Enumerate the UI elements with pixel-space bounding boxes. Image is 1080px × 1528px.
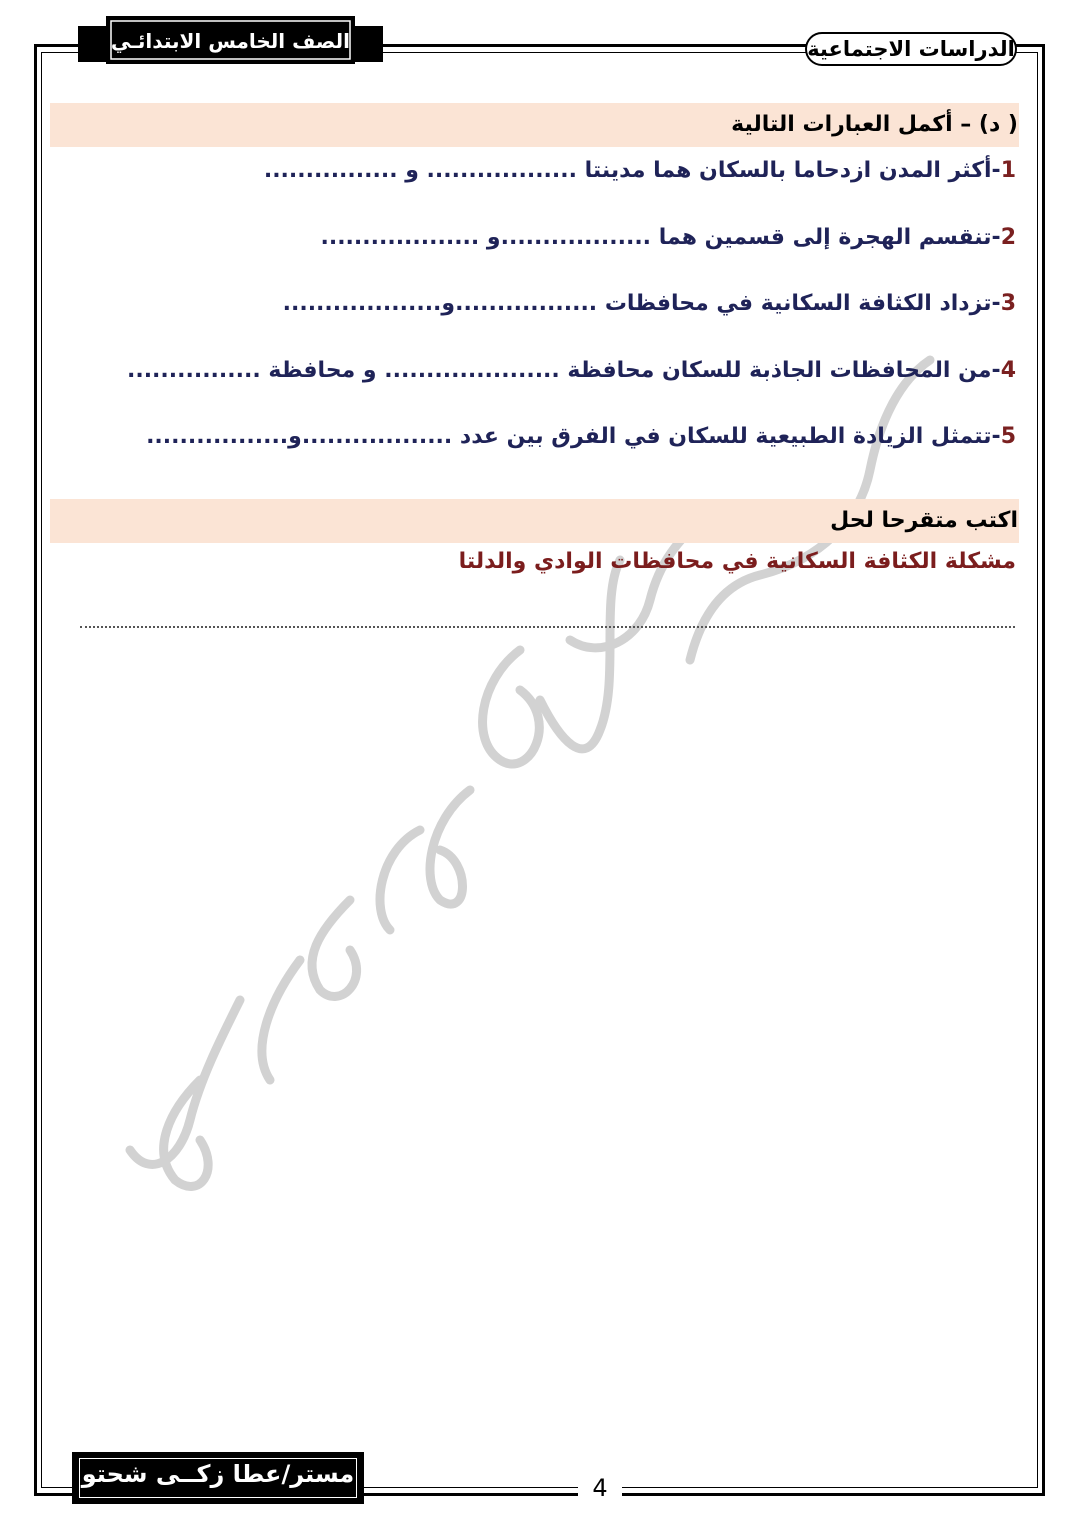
question-1 xyxy=(264,151,1016,191)
page-number: 4 xyxy=(578,1470,622,1506)
question-5 xyxy=(146,417,1016,457)
question-4-text: -من المحافظات الجاذبة للسكان محافظة ..................... و محافظة ................ xyxy=(126,358,1001,383)
author-label: مستر/عطا زكــى شحتو xyxy=(81,1460,355,1488)
subject-label: الدراسات الاجتماعية xyxy=(805,32,1017,66)
question-2-text: -تنقسم الهجرة إلى قسمين هما ..................و ................... xyxy=(320,225,1001,250)
question-3 xyxy=(283,284,1016,324)
grade-banner xyxy=(78,12,383,76)
question-5-text: -تتمثل الزيادة الطبيعية للسكان في الفرق بين عدد ..................و................. xyxy=(146,424,1001,449)
grade-label: الصف الخامس الابتدائـي xyxy=(110,29,350,53)
answer-dotted-line xyxy=(80,626,1015,628)
question-3-number: 3 xyxy=(1000,291,1016,316)
question-1-number: 1 xyxy=(1000,158,1016,183)
question-5-number: 5 xyxy=(1000,424,1016,449)
section-suggest-title: اكتب متقرحا لحل xyxy=(830,508,1018,533)
problem-statement: مشكلة الكثافة السكانية في محافظات الوادي والدلتا xyxy=(458,549,1016,574)
question-4-number: 4 xyxy=(1000,358,1016,383)
question-2-number: 2 xyxy=(1000,225,1016,250)
page-inner-border xyxy=(41,52,1038,1488)
question-1-text: -أكثر المدن ازدحاما بالسكان هما مدينتا .................. و ................ xyxy=(263,158,1001,183)
question-4 xyxy=(127,351,1016,391)
question-3-text: -تزداد الكثافة السكانية في محافظات .................و................... xyxy=(282,291,1001,316)
section-complete-title: ( د) – أكمل العبارات التالية xyxy=(731,112,1018,137)
author-label-box xyxy=(72,1452,364,1504)
question-2 xyxy=(320,218,1016,258)
